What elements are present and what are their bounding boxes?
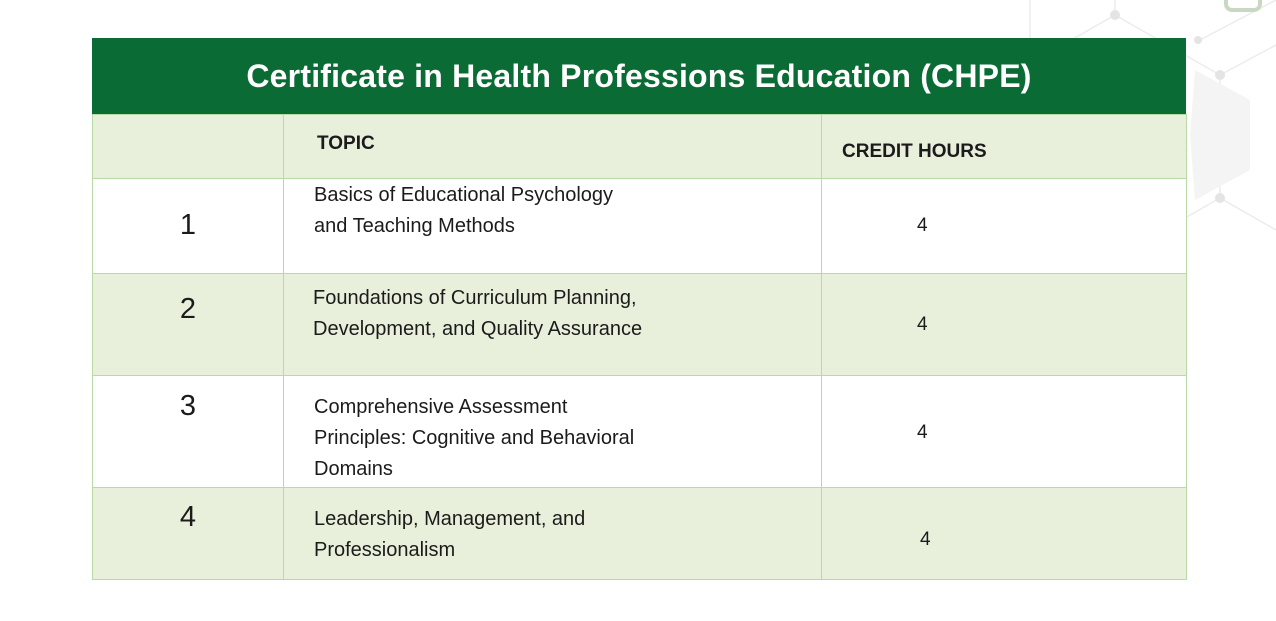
row-number: 3 [179, 390, 197, 422]
credit-cell [822, 179, 1187, 274]
credit-hours-value: 4 [920, 529, 931, 550]
row-number: 1 [179, 209, 197, 241]
course-table [92, 114, 1187, 580]
row-number-cell [93, 179, 284, 274]
topic-text: Foundations of Curriculum Planning, Development, and Quality Assurance [313, 287, 643, 340]
header-credit-label: CREDIT HOURS [842, 141, 987, 162]
table-title: Certificate in Health Professions Education (CHPE) [92, 38, 1186, 114]
credit-hours-value: 4 [917, 422, 928, 443]
header-row [93, 115, 1187, 179]
table-row [93, 488, 1187, 580]
topic-text: Leadership, Management, and Professionalism [314, 508, 586, 561]
table-row [93, 376, 1187, 488]
table-row [93, 274, 1187, 376]
credit-cell [822, 488, 1187, 580]
row-number-cell [93, 488, 284, 580]
topic-text: Comprehensive Assessment Principles: Cognitive and Behavioral Domains [314, 396, 635, 480]
row-number-cell [93, 274, 284, 376]
header-topic [284, 115, 822, 179]
topic-cell [284, 179, 822, 274]
credit-hours-value: 4 [917, 215, 928, 236]
table-row [93, 179, 1187, 274]
header-credit-hours [822, 115, 1187, 179]
credit-hours-value: 4 [917, 314, 928, 335]
credit-cell [822, 274, 1187, 376]
credit-cell [822, 376, 1187, 488]
topic-cell [284, 274, 822, 376]
topic-text: Basics of Educational Psychology and Teaching Methods [314, 184, 614, 237]
topic-cell [284, 376, 822, 488]
row-number: 2 [179, 293, 197, 325]
chpe-course-table [92, 38, 1186, 580]
row-number-cell [93, 376, 284, 488]
header-topic-label: TOPIC [317, 133, 375, 154]
topic-cell [284, 488, 822, 580]
row-number: 4 [179, 501, 197, 533]
header-number [93, 115, 284, 179]
